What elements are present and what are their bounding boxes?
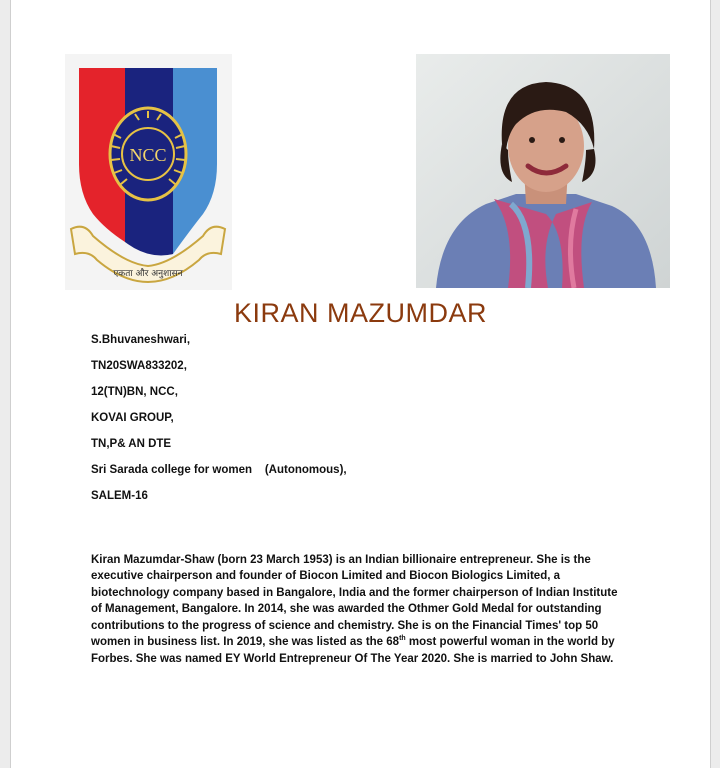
ncc-emblem-graphic	[65, 54, 232, 290]
bio-superscript: th	[399, 635, 406, 643]
ncc-logo-text: NCC	[129, 145, 167, 165]
biography-paragraph	[91, 552, 626, 668]
address-line: Sri Sarada college for women (Autonomous),	[91, 464, 347, 476]
address-line: 12(TN)BN, NCC,	[91, 386, 178, 398]
page-title: KIRAN MAZUMDAR	[233, 298, 487, 328]
address-line: SALEM-16	[91, 490, 148, 502]
ncc-motto: एकता और अनुशासन	[113, 269, 183, 279]
address-line: TN20SWA833202,	[91, 360, 187, 372]
portrait-graphic	[416, 54, 670, 288]
portrait-photo	[416, 54, 670, 288]
ncc-logo	[65, 54, 232, 290]
document-page	[10, 0, 711, 768]
address-block	[91, 332, 347, 514]
bio-text-part2: most powerful woman in the world by Forbes. She was named EY World Entrepreneur Of The Year 2020. She is married to John Shaw.	[91, 636, 615, 665]
address-line: KOVAI GROUP,	[91, 412, 174, 424]
bio-text-part1: Kiran Mazumdar-Shaw (born 23 March 1953) is an Indian billionaire entrepreneur. She is the executive chairperson and founder of Biocon Limited and Biocon Biologics Limited, a biotechnology company based in Bangalore, India and the former chairperson of Indian Institute of Management, Bangalore. In 2014, she was awarded the Othmer Gold Medal for outstanding contributions to the progress of science and chemistry. She is on the Financial Times' top 50 women in business list. In 2019, she was listed as the 68	[91, 553, 618, 648]
address-line: TN,P& AN DTE	[91, 438, 172, 450]
address-line: S.Bhuvaneshwari,	[91, 334, 191, 346]
